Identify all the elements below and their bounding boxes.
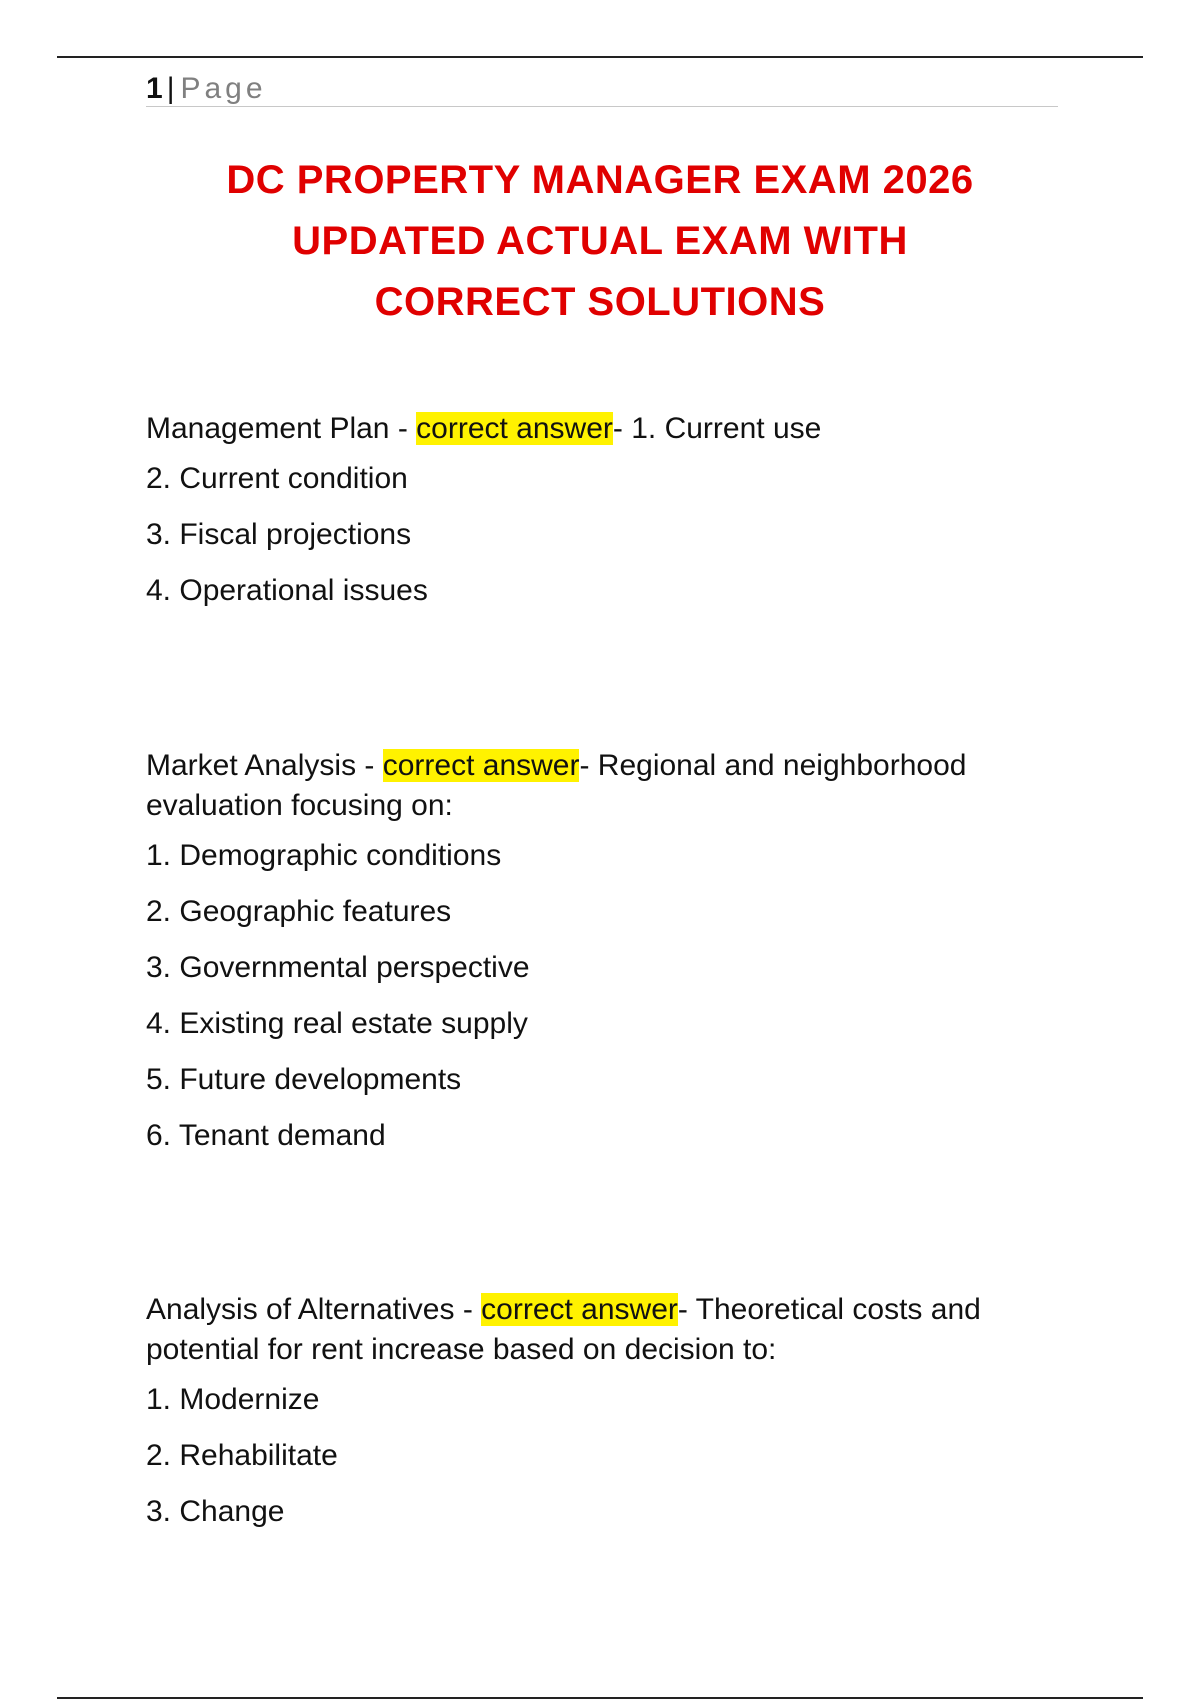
answer-list-item: 4. Operational issues — [146, 574, 428, 607]
qa-section-management-plan — [146, 409, 1046, 611]
document-title — [100, 150, 1100, 333]
answer-list-item: 3. Change — [146, 1495, 285, 1528]
answer-text: - Regional and neighborhood evaluation focusing on: — [146, 749, 967, 822]
question-term: Market Analysis - — [146, 749, 383, 782]
answer-list-item: 3. Governmental perspective — [146, 951, 530, 984]
question-term: Management Plan - — [146, 412, 417, 445]
correct-answer-highlight: correct answer — [481, 1293, 678, 1326]
answer-list-item: 1. Modernize — [146, 1383, 320, 1416]
question-line — [146, 746, 1046, 826]
question-line — [146, 409, 1046, 449]
answer-list-item: 6. Tenant demand — [146, 1119, 386, 1152]
title-line-1: DC PROPERTY MANAGER EXAM 2026 — [226, 158, 974, 202]
answer-list-item: 2. Rehabilitate — [146, 1439, 338, 1472]
answer-list-item: 5. Future developments — [146, 1063, 462, 1096]
top-rule — [57, 56, 1143, 58]
answer-list-item: 4. Existing real estate supply — [146, 1007, 528, 1040]
answer-list-item: 1. Demographic conditions — [146, 839, 502, 872]
title-line-3: CORRECT SOLUTIONS — [374, 280, 826, 324]
question-term: Analysis of Alternatives - — [146, 1293, 482, 1326]
answer-text: - Theoretical costs and potential for rent increase based on decision to: — [146, 1293, 981, 1366]
question-line — [146, 1290, 1046, 1370]
correct-answer-highlight: correct answer — [382, 749, 580, 782]
page-number: 1 — [146, 72, 163, 105]
qa-section-analysis-of-alternatives — [146, 1290, 1046, 1532]
answer-list-item: 2. Geographic features — [146, 895, 452, 928]
correct-answer-highlight: correct answer — [416, 412, 613, 445]
qa-section-market-analysis — [146, 746, 1046, 1156]
page-header — [146, 72, 1058, 107]
answer-list-item: 2. Current condition — [146, 462, 408, 495]
bottom-rule — [57, 1697, 1143, 1699]
page-separator: | — [166, 72, 175, 105]
answer-text: - 1. Current use — [612, 412, 822, 445]
title-line-2: UPDATED ACTUAL EXAM WITH — [292, 219, 908, 263]
page-label: Page — [180, 72, 267, 105]
answer-list-item: 3. Fiscal projections — [146, 518, 412, 551]
